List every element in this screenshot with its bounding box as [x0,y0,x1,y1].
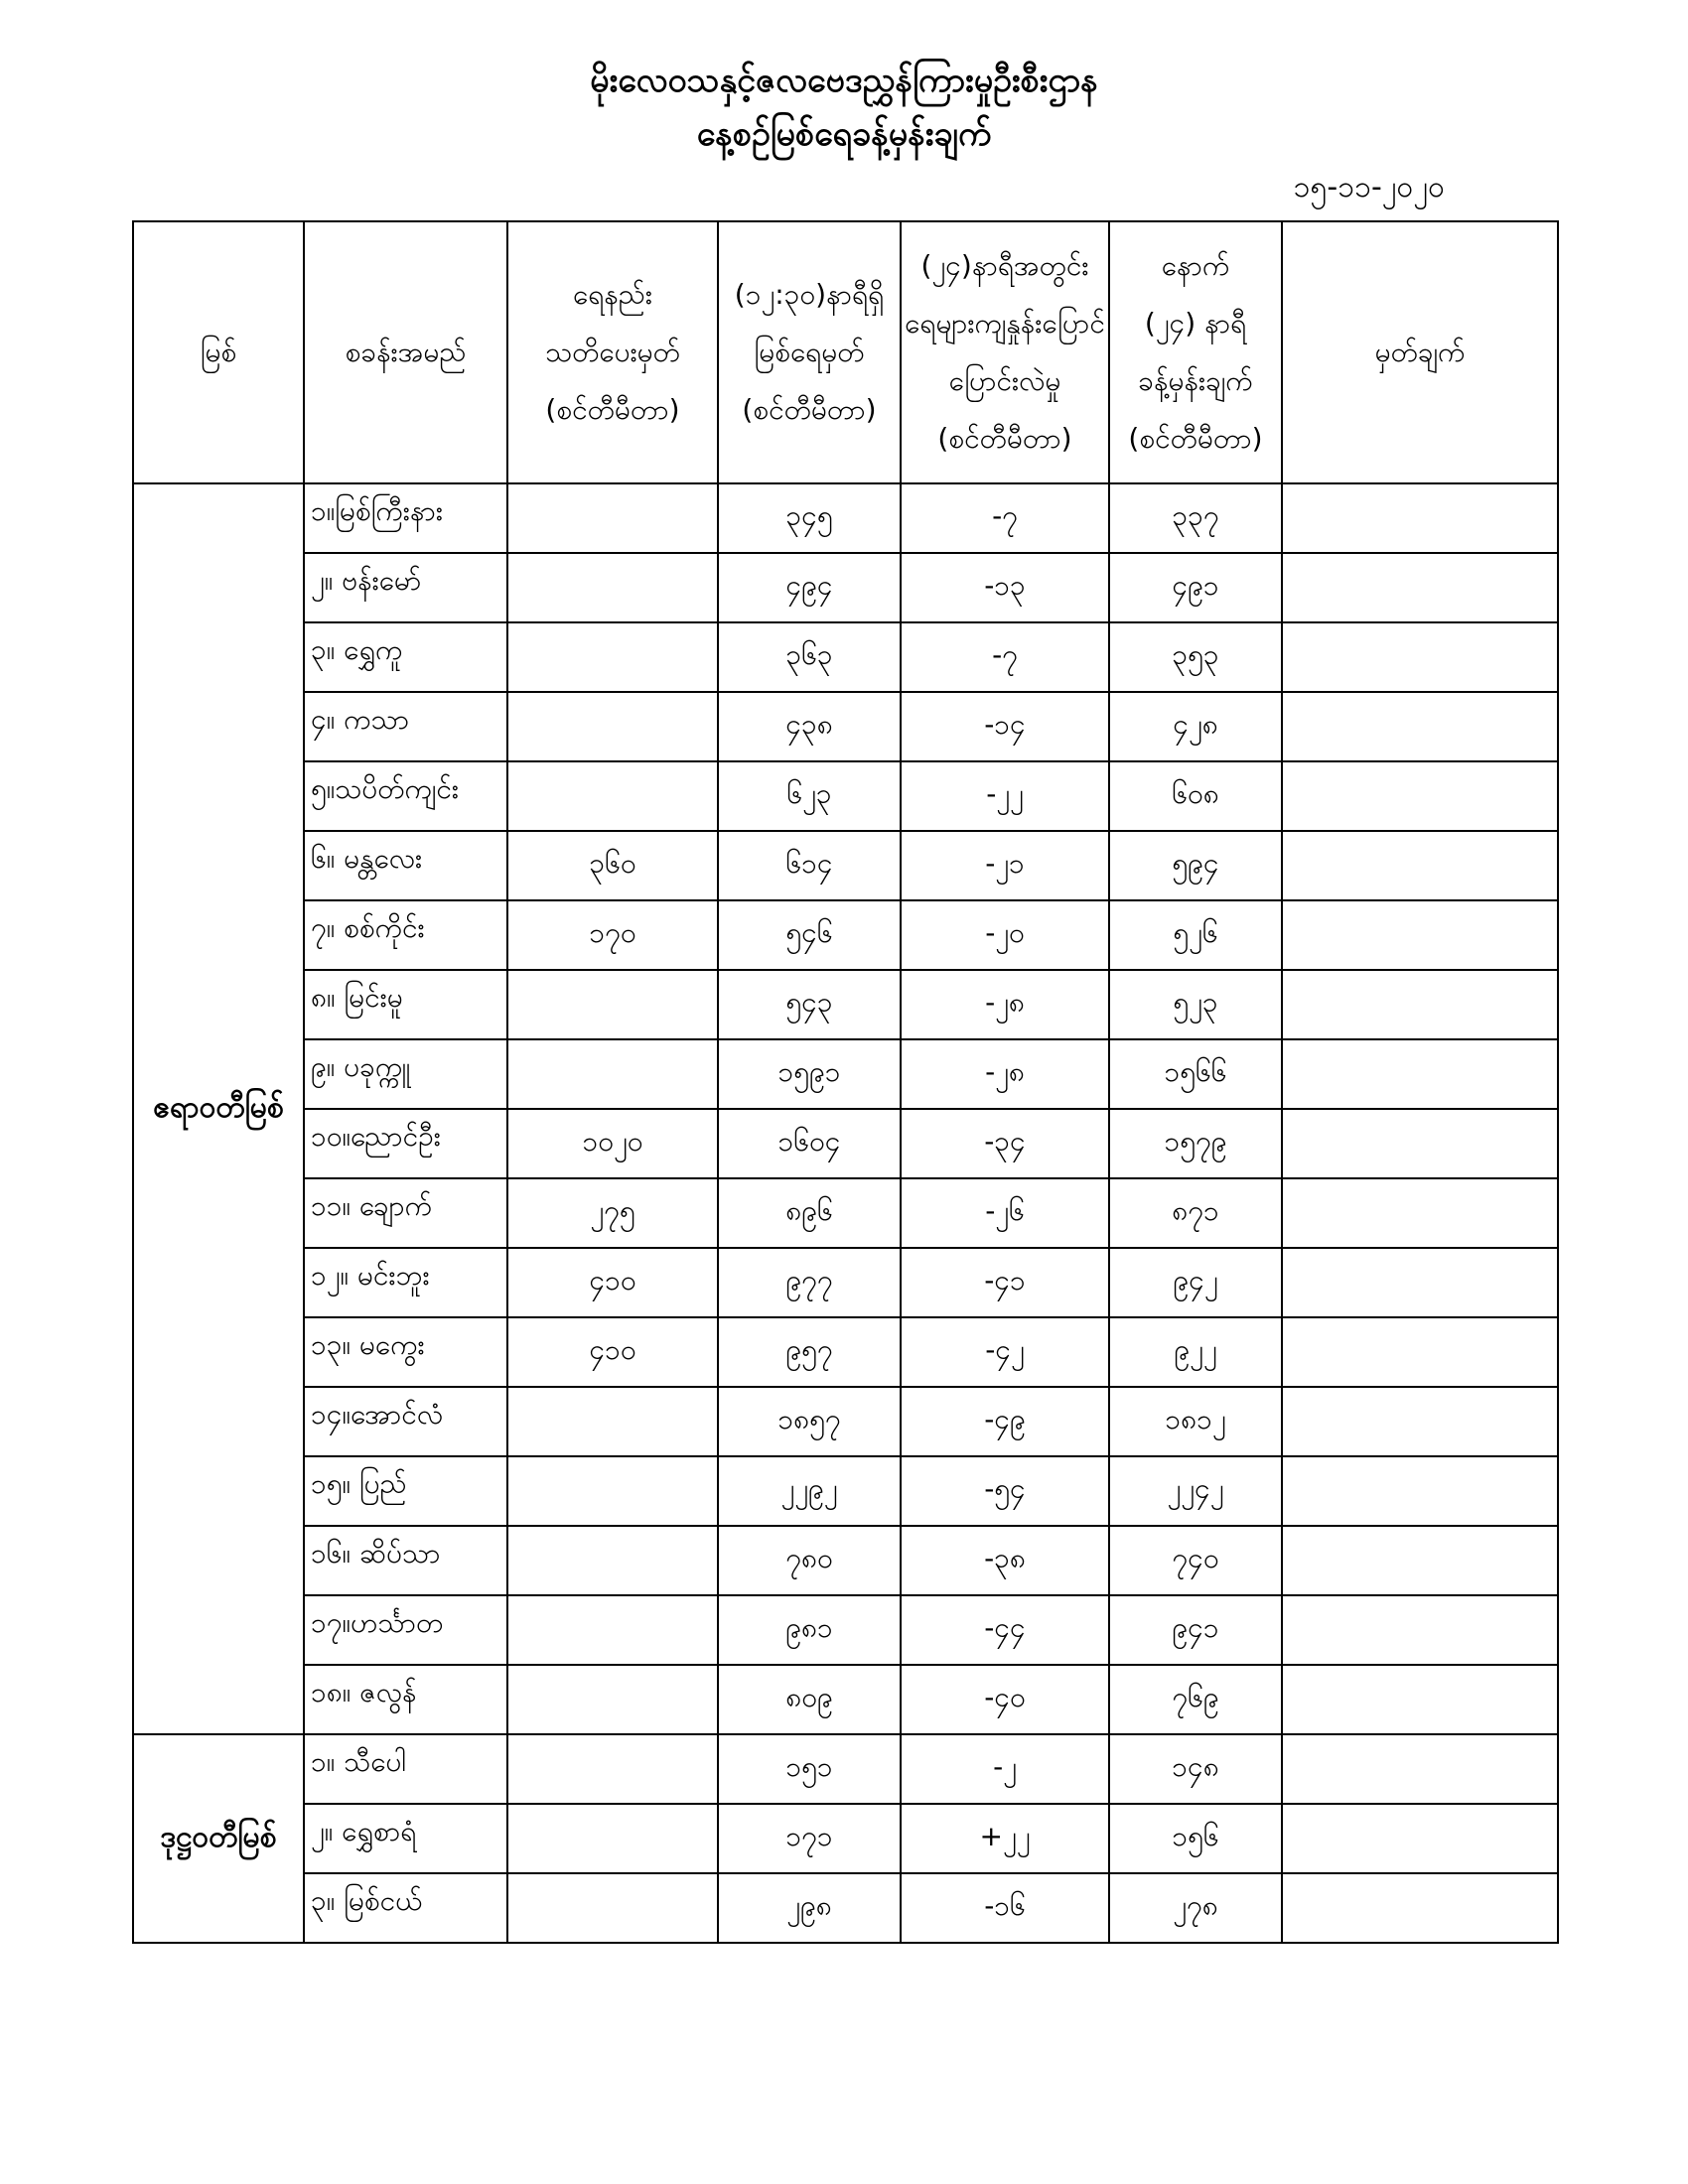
forecast-level: ၅၂၆ [1109,900,1282,970]
danger-level: ၃၆၀ [507,831,718,900]
header-line: မြစ်ရေမှတ် [754,336,865,368]
station-name: ၁၅။ ပြည် [304,1456,507,1526]
forecast-table [132,220,1559,1944]
table-body [133,483,1558,1943]
table-row [133,1039,1558,1109]
forecast-level: ၄၉၁ [1109,553,1282,622]
station-name: ၆။ မန္တလေး [304,831,507,900]
table-row [133,1317,1558,1387]
station-name: ၁၈။ ဇလွန် [304,1665,507,1734]
remarks-cell [1282,692,1558,761]
header-observed-level [718,221,901,483]
level-change: -၂ [901,1734,1109,1804]
level-change: -၁၆ [901,1873,1109,1943]
danger-level [507,1526,718,1595]
observed-level: ၄၃၈ [718,692,901,761]
level-change: -၂၆ [901,1178,1109,1248]
remarks-cell [1282,1873,1558,1943]
observed-level: ၁၆၀၄ [718,1109,901,1178]
danger-level: ၂၇၅ [507,1178,718,1248]
station-name: ၉။ ပခုက္ကူ [304,1039,507,1109]
remarks-cell [1282,1526,1558,1595]
station-name: ၃။ ရွှေကူ [304,622,507,692]
danger-level: ၁၇၀ [507,900,718,970]
danger-level [507,1665,718,1734]
forecast-level: ၇၄၀ [1109,1526,1282,1595]
header-forecast [1109,221,1282,483]
observed-level: ၁၇၁ [718,1804,901,1873]
header-change [901,221,1109,483]
remarks-cell [1282,1734,1558,1804]
header-river: မြစ် [133,221,304,483]
level-change: -၂၈ [901,970,1109,1039]
forecast-level: ၅၉၄ [1109,831,1282,900]
forecast-level: ၁၅၆ [1109,1804,1282,1873]
level-change: -၄၂ [901,1317,1109,1387]
forecast-level: ၃၅၃ [1109,622,1282,692]
forecast-level: ၉၄၂ [1109,1248,1282,1317]
station-name: ၁၁။ ချောက် [304,1178,507,1248]
station-name: ၂။ ဗန်းမော် [304,553,507,622]
station-name: ၁။မြစ်ကြီးနား [304,483,507,553]
table-row [133,692,1558,761]
observed-level: ၈၉၆ [718,1178,901,1248]
header-line: (၂၄)နာရီအတွင်း [920,249,1089,282]
header-line: ရေနည်း [573,278,652,311]
level-change: -၂၀ [901,900,1109,970]
table-row [133,483,1558,553]
station-name: ၇။ စစ်ကိုင်း [304,900,507,970]
observed-level: ၁၅၉၁ [718,1039,901,1109]
header-station: စခန်းအမည် [304,221,507,483]
level-change: -၃၈ [901,1526,1109,1595]
station-name: ၁၇။ဟင်္သာတ [304,1595,507,1665]
observed-level: ၃၄၅ [718,483,901,553]
remarks-cell [1282,1387,1558,1456]
remarks-cell [1282,1248,1558,1317]
forecast-level: ၁၄၈ [1109,1734,1282,1804]
table-row [133,1178,1558,1248]
forecast-level: ၅၂၃ [1109,970,1282,1039]
level-change: -၂၈ [901,1039,1109,1109]
danger-level [507,970,718,1039]
danger-level [507,761,718,831]
danger-level [507,622,718,692]
observed-level: ၈၀၉ [718,1665,901,1734]
remarks-cell [1282,761,1558,831]
table-row [133,1109,1558,1178]
river-name: ဧရာဝတီမြစ် [133,483,304,1734]
header-line: နောက် [1161,249,1230,282]
station-name: ၂။ ရွှေစာရံ [304,1804,507,1873]
observed-level: ၂၉၈ [718,1873,901,1943]
observed-level: ၆၁၄ [718,831,901,900]
level-change: -၄၉ [901,1387,1109,1456]
table-row [133,622,1558,692]
header-line: ပြောင်းလဲမှု [948,364,1061,397]
forecast-level: ၄၂၈ [1109,692,1282,761]
page-subtitle: နေ့စဉ်မြစ်ရေခန့်မှန်းချက် [696,114,992,154]
table-row [133,900,1558,970]
forecast-level: ၇၆၉ [1109,1665,1282,1734]
forecast-level: ၁၅၇၉ [1109,1109,1282,1178]
forecast-level: ၃၃၇ [1109,483,1282,553]
page-title: မိုးလေဝသနှင့်ဇလဗေဒညွှန်ကြားမှုဦးစီးဌာန [590,61,1098,100]
observed-level: ၇၈၀ [718,1526,901,1595]
header-line: ရေများကျနှုန်းပြောင် [905,307,1105,340]
station-name: ၅။သပိတ်ကျင်း [304,761,507,831]
remarks-cell [1282,900,1558,970]
level-change: -၄၀ [901,1665,1109,1734]
level-change: -၄၁ [901,1248,1109,1317]
level-change: -၁၃ [901,553,1109,622]
remarks-cell [1282,1804,1558,1873]
report-date: ၁၅-၁၁-၂၀၂၀ [1293,170,1445,205]
station-name: ၁။ သီပေါ [304,1734,507,1804]
observed-level: ၉၈၁ [718,1595,901,1665]
level-change: +၂၂ [901,1804,1109,1873]
header-line: (၂၄) နာရီ [1144,307,1247,340]
observed-level: ၅၄၃ [718,970,901,1039]
header-line: ခန့်မှန်းချက် [1138,364,1253,397]
observed-level: ၉၇၇ [718,1248,901,1317]
forecast-level: ၉၂၂ [1109,1317,1282,1387]
forecast-level: ၁၈၁၂ [1109,1387,1282,1456]
level-change: -၄၄ [901,1595,1109,1665]
remarks-cell [1282,1039,1558,1109]
danger-level [507,1039,718,1109]
table-row [133,761,1558,831]
danger-level [507,1595,718,1665]
danger-level [507,1387,718,1456]
header-line: (စင်တီမီတာ) [742,393,877,426]
table-row [133,1665,1558,1734]
remarks-cell [1282,1665,1558,1734]
forecast-level: ၆၀၈ [1109,761,1282,831]
observed-level: ၃၆၃ [718,622,901,692]
station-name: ၁၀။ညောင်ဦး [304,1109,507,1178]
forecast-level: ၂၂၄၂ [1109,1456,1282,1526]
table-row [133,1248,1558,1317]
station-name: ၄။ ကသာ [304,692,507,761]
remarks-cell [1282,483,1558,553]
observed-level: ၁၈၅၇ [718,1387,901,1456]
remarks-cell [1282,1595,1558,1665]
table-row [133,1873,1558,1943]
forecast-level: ၈၇၁ [1109,1178,1282,1248]
forecast-level: ၂၇၈ [1109,1873,1282,1943]
table-row [133,831,1558,900]
danger-level: ၁၀၂၀ [507,1109,718,1178]
remarks-cell [1282,831,1558,900]
remarks-cell [1282,1456,1558,1526]
danger-level [507,1804,718,1873]
header-line: (စင်တီမီတာ) [545,393,680,426]
header-danger-level [507,221,718,483]
danger-level: ၄၁၀ [507,1317,718,1387]
danger-level: ၄၁၀ [507,1248,718,1317]
remarks-cell [1282,1178,1558,1248]
level-change: -၁၄ [901,692,1109,761]
level-change: -၅၄ [901,1456,1109,1526]
river-name: ဒုဋ္ဌဝတီမြစ် [133,1734,304,1943]
header-line: (၁၂:၃၀)နာရီရှိ [734,278,885,311]
header-row [133,221,1558,483]
danger-level [507,483,718,553]
station-name: ၁၄။အောင်လံ [304,1387,507,1456]
remarks-cell [1282,622,1558,692]
level-change: -၇ [901,622,1109,692]
table-row [133,1804,1558,1873]
observed-level: ၁၅၁ [718,1734,901,1804]
level-change: -၇ [901,483,1109,553]
danger-level [507,553,718,622]
danger-level [507,692,718,761]
danger-level [507,1734,718,1804]
observed-level: ၂၂၉၂ [718,1456,901,1526]
remarks-cell [1282,970,1558,1039]
table-row [133,1734,1558,1804]
table-row [133,553,1558,622]
remarks-cell [1282,1109,1558,1178]
header-line: (စင်တီမီတာ) [937,422,1072,455]
observed-level: ၅၄၆ [718,900,901,970]
table-row [133,1595,1558,1665]
forecast-level: ၉၄၁ [1109,1595,1282,1665]
table-row [133,1387,1558,1456]
observed-level: ၆၂၃ [718,761,901,831]
station-name: ၃။ မြစ်ငယ် [304,1873,507,1943]
forecast-level: ၁၅၆၆ [1109,1039,1282,1109]
header-remarks: မှတ်ချက် [1282,221,1558,483]
remarks-cell [1282,553,1558,622]
level-change: -၃၄ [901,1109,1109,1178]
danger-level [507,1456,718,1526]
level-change: -၂၂ [901,761,1109,831]
station-name: ၁၂။ မင်းဘူး [304,1248,507,1317]
remarks-cell [1282,1317,1558,1387]
observed-level: ၄၉၄ [718,553,901,622]
station-name: ၁၆။ ဆိပ်သာ [304,1526,507,1595]
danger-level [507,1873,718,1943]
station-name: ၈။ မြင်းမူ [304,970,507,1039]
table-row [133,1456,1558,1526]
level-change: -၂၁ [901,831,1109,900]
table-row [133,1526,1558,1595]
header-line: သတိပေးမှတ် [545,336,680,368]
header-line: (စင်တီမီတာ) [1128,422,1263,455]
table-row [133,970,1558,1039]
observed-level: ၉၅၇ [718,1317,901,1387]
station-name: ၁၃။ မကွေး [304,1317,507,1387]
